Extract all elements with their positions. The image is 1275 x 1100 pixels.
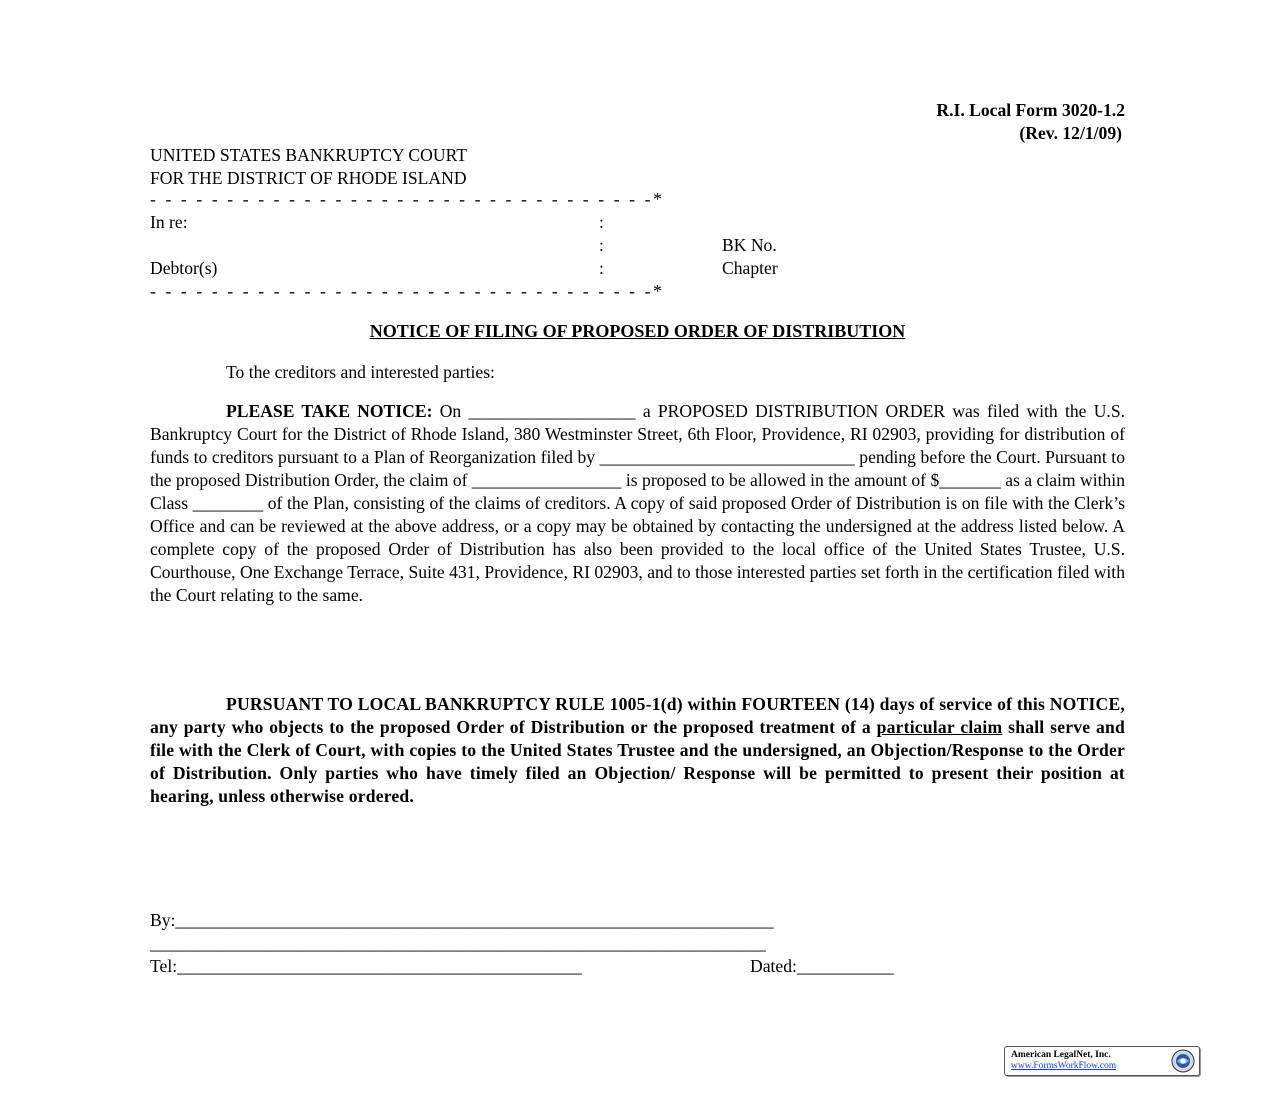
caption-colon: : bbox=[599, 235, 604, 255]
logo-url-link[interactable]: www.FormsWorkFlow.com bbox=[1011, 1061, 1117, 1071]
notice-paragraph bbox=[150, 400, 1125, 607]
in-re-label: In re: bbox=[150, 212, 188, 232]
notice-body: On ___________________ a PROPOSED DISTRIBUTION ORDER was filed with the U.S. Bankruptcy Court for the District of Rhode Island, 380 Westminster Street, 6th Floor, Providence, RI 02903, providing for distribution of funds to creditors pursuant to a Plan of Reorganization filed by _____________________________ pending before the Court. Pursuant to the proposed Distribution Order, the claim of _________________ is proposed to be allowed in the amount of $_______ as a claim within Class ________ of the Plan, consisting of the claims of creditors. A copy of said proposed Order of Distribution is on file with the Clerk’s Office and can be reviewed at the above address, or a copy may be obtained by contacting the undersigned at the address listed below. A complete copy of the proposed Order of Distribution has also been provided to the local office of the United States Trustee, U.S. Courthouse, One Exchange Terrace, Suite 431, Providence, RI 02903, and to those interested parties set forth in the certification filed with the Court relating to the same. bbox=[150, 401, 1126, 605]
form-revision: (Rev. 12/1/09) bbox=[1019, 123, 1122, 143]
signature-by-line: By:____________________________________________________________________ bbox=[150, 910, 774, 930]
logo-company-name: American LegalNet, Inc. bbox=[1011, 1050, 1111, 1060]
signature-blank-line: ______________________________________________________________________ bbox=[150, 933, 766, 953]
bk-number-label: BK No. bbox=[722, 235, 777, 255]
notice-lead: PLEASE TAKE NOTICE: bbox=[226, 401, 433, 421]
salutation: To the creditors and interested parties: bbox=[226, 362, 495, 382]
rule-paragraph bbox=[150, 693, 1125, 808]
globe-icon bbox=[1171, 1049, 1195, 1073]
rule-text-after: shall serve and file with the Clerk of Court, with copies to the United States Trustee and the undersigned, an Objection/Response to the Order of Distribution. Only parties who have timely filed an Objection/ Response will be permitted to present their position at hearing, unless otherwise ordered. bbox=[150, 717, 1125, 806]
signature-dated-line: Dated:___________ bbox=[750, 956, 894, 976]
form-number: R.I. Local Form 3020-1.2 bbox=[936, 100, 1125, 120]
rule-text-before: PURSUANT TO LOCAL BANKRUPTCY RULE 1005-1(d) within FOURTEEN (14) days of service of this NOTICE, any party who objects to the proposed Order of Distribution or the proposed treatment of a bbox=[150, 694, 1125, 737]
caption-colon: : bbox=[599, 212, 604, 232]
signature-tel-line: Tel:______________________________________________ bbox=[150, 956, 582, 976]
court-heading bbox=[150, 144, 467, 190]
debtors-label: Debtor(s) bbox=[150, 258, 218, 278]
chapter-label: Chapter bbox=[722, 258, 778, 278]
caption-colon: : bbox=[599, 258, 604, 278]
form-identifier bbox=[936, 99, 1125, 145]
document-title: NOTICE OF FILING OF PROPOSED ORDER OF DISTRIBUTION bbox=[369, 321, 906, 341]
court-name-line2: FOR THE DISTRICT OF RHODE ISLAND bbox=[150, 168, 467, 188]
footer-logo[interactable] bbox=[1004, 1046, 1200, 1076]
caption-bottom-dash-line: - - - - - - - - - - - - - - - - - - - - - - - - - - - - - - - - -* bbox=[150, 281, 665, 301]
caption-top-dash-line: - - - - - - - - - - - - - - - - - - - - - - - - - - - - - - - - -* bbox=[150, 189, 665, 209]
court-name-line1: UNITED STATES BANKRUPTCY COURT bbox=[150, 145, 468, 165]
rule-underlined-text: particular claim bbox=[876, 717, 1003, 737]
